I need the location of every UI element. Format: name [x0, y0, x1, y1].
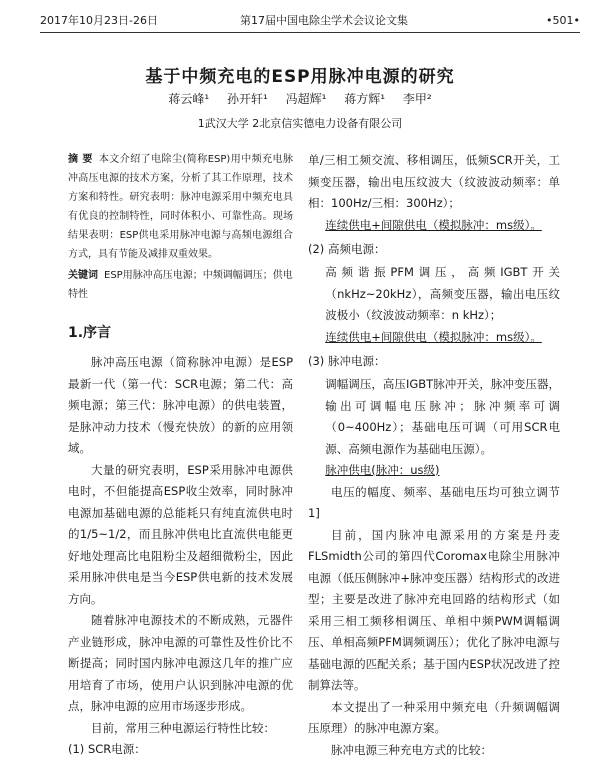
- section-heading-introduction: 1.序言: [68, 322, 293, 342]
- running-header: [40, 10, 580, 33]
- abstract: [68, 150, 293, 264]
- domestic-scheme-paragraph: 目前，国内脉冲电源采用的方案是丹麦FLSmidth公司的第四代Coromax电除尘用脉冲电源（低压侧脉冲+脉冲变压器）结构形式的改进型；主要是改进了脉冲充电回路的结构形式（如采用三相工频移相调压、单相中频PWM调幅调压、单相高频PFM调频调压）；优化了脉冲电源与基础电源的匹配关系；基于国内ESP状况改进了控制算法等。: [308, 525, 560, 697]
- list-item-pulse-heading: (3) 脉冲电源：: [308, 350, 560, 372]
- header-date: 2017年10月23日-26日: [40, 10, 158, 32]
- intro-paragraph-2: 大量的研究表明，ESP采用脉冲电源供电时，不但能提高ESP收尘效率，同时脉冲电源加基础电源的总能耗只有纯直流供电时的1/5~1/2，而且脉冲供电比直流供电能更好地处理高比电阻粉尘及超细微粉尘，因此采用脉冲供电是当今ESP供电新的技术发展方向。: [68, 460, 293, 611]
- list-item-scr-heading: (1) SCR电源：: [68, 739, 293, 761]
- right-column: [308, 150, 560, 761]
- abstract-text: 本文介绍了电除尘(简称ESP)用中频充电脉冲高压电源的技术方案，分析了其工作原理，技术方案和特性。研究表明：脉冲电源采用中频充电具有优良的控制特性，同时体积小、可靠性高。现场结果表明：ESP供电采用脉冲电源与高频电源组合方式，具有节能及减排双重效果。: [68, 154, 293, 260]
- header-page-number: •501•: [546, 10, 580, 32]
- keywords-label: 关键词: [68, 270, 98, 281]
- pulse-description: 调幅调压，高压IGBT脉冲开关，脉冲变压器，输出可调幅电压脉冲；脉冲频率可调（0~400Hz）；基础电压可调（可用SCR电源、高频电源作为基础电压源）。: [308, 374, 560, 460]
- scr-supply-mode: 连续供电+间隙供电（模拟脉冲：ms级）。: [308, 215, 560, 237]
- intro-paragraph-1: 脉冲高压电源（简称脉冲电源）是ESP最新一代（第一代：SCR电源；第二代：高频电源；第三代：脉冲电源）的供电装置，是脉冲动力技术（慢充快放）的新的应用领域。: [68, 352, 293, 460]
- keywords-text: ESP用脉冲高压电源；中频调幅调压；供电特性: [68, 270, 293, 300]
- scr-description: 单/三相工频交流、移相调压，低频SCR开关，工频变压器，输出电压纹波大（纹波波动频率：单相：100Hz/三相：300Hz）；: [308, 150, 560, 215]
- abstract-label: 摘 要: [68, 154, 93, 165]
- paper-title: 基于中频充电的ESP用脉冲电源的研究: [0, 62, 600, 87]
- comparison-lead-in: 脉冲电源三种充电方式的比较：: [308, 740, 560, 761]
- left-column: [68, 150, 293, 761]
- pulse-adjustable-note: 电压的幅度、频率、基础电压均可独立调节1]: [308, 482, 560, 525]
- header-conference: 第17届中国电除尘学术会议论文集: [240, 10, 408, 32]
- pulse-supply-mode: 脉冲供电(脉冲：us级): [308, 460, 560, 482]
- hf-description: 高频谐振PFM调压，高频IGBT开关（nkHz~20kHz），高频变压器，输出电压纹波极小（纹波波动频率：n kHz）；: [308, 262, 560, 327]
- affiliations: 1武汉大学 2北京信实德电力设备有限公司: [0, 115, 600, 131]
- author-list: 蒋云峰¹ 孙开轩¹ 冯超辉¹ 蒋方辉¹ 李甲²: [0, 90, 600, 107]
- intro-paragraph-4: 目前，常用三种电源运行特性比较：: [68, 718, 293, 740]
- proposal-paragraph: 本文提出了一种采用中频充电（升频调幅调压原理）的脉冲电源方案。: [308, 697, 560, 740]
- hf-supply-mode: 连续供电+间隙供电（模拟脉冲：ms级）。: [308, 327, 560, 349]
- list-item-hf-heading: (2) 高频电源：: [308, 238, 560, 260]
- intro-paragraph-3: 随着脉冲电源技术的不断成熟，元器件产业链形成，脉冲电源的可靠性及性价比不断提高；同时国内脉冲电源这几年的推广应用培育了市场，使用户认识到脉冲电源的优点，脉冲电源的应用市场逐步形成。: [68, 610, 293, 718]
- keywords: [68, 266, 293, 304]
